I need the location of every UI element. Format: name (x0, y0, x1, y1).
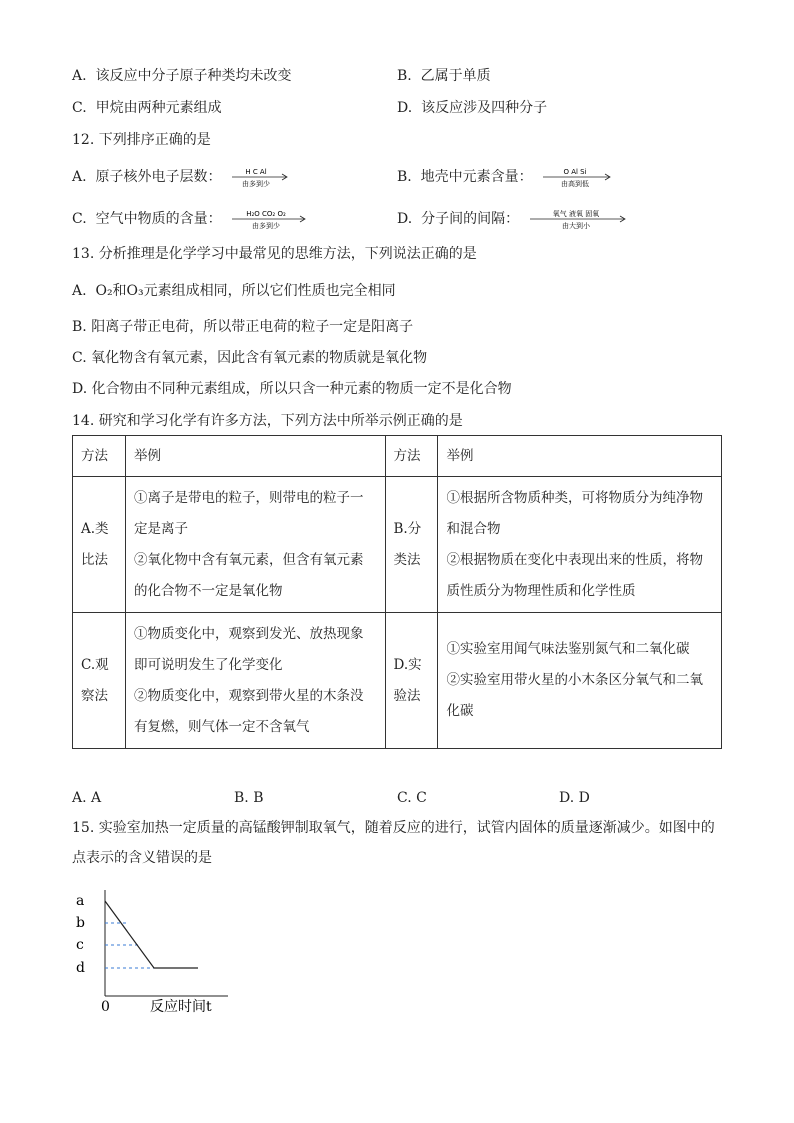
cell-line: ①离子是带电的粒子，则带电的粒子一 (133, 489, 364, 506)
method-cell (73, 613, 126, 749)
q14-answer-b: B. B (234, 790, 264, 806)
arrow-top-text: H C Al (245, 168, 267, 176)
cell-line: 即可说明发生了化学变化 (133, 656, 283, 673)
sequence-arrow (230, 165, 290, 189)
table-header-row (73, 436, 722, 477)
header-cell: 方法 (385, 436, 438, 477)
option-text: O₂和O₃元素组成相同，所以它们性质也完全相同 (95, 283, 396, 299)
option-text: 空气中物质的含量： (95, 211, 222, 227)
q13-option-b: B. 阳离子带正电荷，所以带正电荷的粒子一定是阳离子 (72, 319, 414, 335)
mass-curve (105, 901, 198, 968)
q13-option-d: D. 化合物由不同种元素组成，所以只含一种元素的物质一定不是化合物 (72, 381, 512, 397)
cell-line: C.观 (81, 656, 109, 673)
q12-option-d (397, 207, 628, 231)
cell-line: 定是离子 (133, 520, 188, 537)
mass-time-graph (70, 886, 240, 1016)
q12-option-c (72, 207, 308, 231)
method-cell (73, 477, 126, 613)
arrow-top-text: O Al Si (563, 168, 587, 176)
option-text: 该反应涉及四种分子 (421, 100, 548, 116)
method-cell (385, 477, 438, 613)
q15-stem-line2: 点表示的含义错误的是 (72, 850, 212, 866)
arrow-bottom-text: 由多到少 (241, 180, 270, 188)
arrow-bottom-text: 由大到小 (561, 222, 590, 230)
option-label: A. (72, 68, 87, 84)
option-label: D. (397, 100, 413, 116)
method-cell (385, 613, 438, 749)
cell-line: ②实验室用带火星的小木条区分氧气和二氧 (446, 672, 703, 688)
header-cell: 方法 (73, 436, 126, 477)
cell-line: ②物质变化中，观察到带火星的木条没 (133, 687, 364, 704)
sequence-arrow (230, 207, 308, 231)
table-row (73, 477, 722, 613)
cell-line: 化碳 (446, 703, 474, 719)
origin-label: 0 (101, 999, 110, 1015)
cell-line: 质性质分为物理性质和化学性质 (446, 582, 636, 599)
option-label: B. (397, 169, 412, 185)
example-cell (438, 613, 722, 749)
option-text: 该反应中分子原子种类均未改变 (95, 68, 292, 84)
option-label: D. (397, 211, 413, 227)
option-text: 原子核外电子层数： (95, 169, 222, 185)
q13-option-c: C. 氧化物含有氧元素，因此含有氧元素的物质就是氧化物 (72, 350, 428, 366)
y-label-b: b (76, 915, 85, 931)
option-text: 乙属于单质 (420, 68, 491, 84)
cell-line: B.分 (393, 520, 422, 537)
cell-line: 验法 (393, 687, 421, 704)
option-label: A. (72, 169, 87, 185)
table-row (73, 613, 722, 749)
cell-line: 类法 (393, 551, 421, 568)
example-cell (125, 613, 385, 749)
q14-answer-a: A. A (72, 790, 102, 806)
option-label: C. (72, 100, 87, 116)
y-label-a: a (76, 893, 85, 909)
arrow-bottom-text: 由高到低 (561, 180, 590, 188)
arrow-top-text: H₂O CO₂ O₂ (246, 210, 286, 218)
sequence-arrow (528, 207, 628, 231)
y-label-d: d (76, 960, 85, 976)
header-cell: 举例 (438, 436, 722, 477)
methods-table (72, 435, 722, 749)
header-cell: 举例 (125, 436, 385, 477)
q12-option-b (397, 165, 613, 189)
option-text: 地壳中元素含量： (420, 169, 533, 185)
cell-line: ②根据物质在变化中表现出来的性质，将物 (446, 551, 703, 568)
arrow-bottom-text: 由多到少 (252, 222, 281, 230)
q12-option-a (72, 165, 290, 189)
cell-line: 察法 (81, 687, 108, 704)
cell-line: ①物质变化中，观察到发光、放热现象 (133, 625, 364, 642)
q11-option-a (72, 66, 291, 86)
q11-option-d (397, 98, 547, 118)
cell-line: D.实 (393, 656, 422, 673)
q11-option-c (72, 98, 222, 118)
q11-option-b (397, 66, 491, 86)
x-axis-label: 反应时间t (150, 999, 212, 1015)
cell-line: 的化合物不一定是氧化物 (133, 582, 283, 599)
q14-answer-d: D. D (559, 790, 590, 806)
cell-line: ①根据所含物质种类，可将物质分为纯净物 (446, 489, 703, 506)
option-label: B. (397, 68, 412, 84)
arrow-top-text: 氧气 液氧 固氧 (552, 210, 599, 218)
option-text: 分子间的间隔： (421, 211, 520, 227)
example-cell (125, 477, 385, 613)
cell-line: ①实验室用闻气味法鉴别氮气和二氧化碳 (446, 641, 690, 657)
option-label: A. (72, 283, 87, 299)
option-label: C. (72, 211, 87, 227)
cell-line: 比法 (81, 551, 108, 568)
q13-option-a (72, 281, 396, 301)
cell-line: A.类 (81, 520, 109, 537)
option-text: 甲烷由两种元素组成 (95, 100, 222, 116)
q12-stem: 12. 下列排序正确的是 (72, 132, 211, 148)
q14-stem: 14. 研究和学习化学有许多方法，下列方法中所举示例正确的是 (72, 413, 463, 429)
q14-answer-c: C. C (397, 790, 427, 806)
cell-line: ②氧化物中含有氧元素，但含有氧元素 (133, 551, 364, 568)
q13-stem: 13. 分析推理是化学学习中最常见的思维方法，下列说法正确的是 (72, 246, 477, 262)
sequence-arrow (541, 165, 613, 189)
y-label-c: c (76, 937, 84, 953)
cell-line: 和混合物 (446, 520, 501, 537)
cell-line: 有复燃，则气体一定不含氧气 (133, 718, 310, 735)
example-cell (438, 477, 722, 613)
q15-stem-line1: 15. 实验室加热一定质量的高锰酸钾制取氧气，随着反应的进行，试管内固体的质量逐渐减少。如图中的 (72, 820, 715, 836)
